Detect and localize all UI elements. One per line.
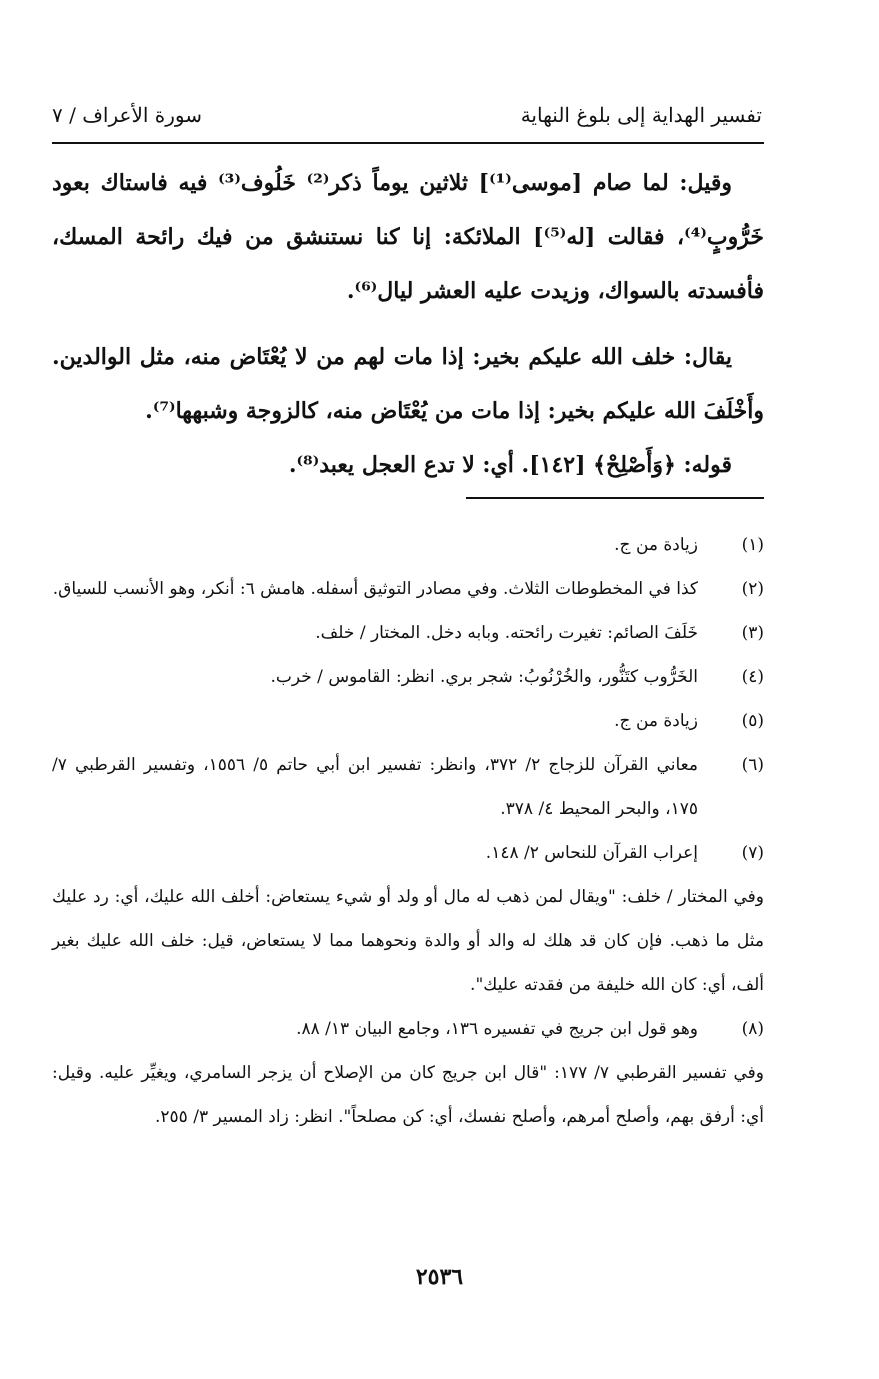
footnote-4	[52, 655, 764, 699]
footnote-5	[52, 699, 764, 743]
footnote-number: (٥)	[741, 711, 764, 731]
page-number: ٢٥٣٦	[415, 1264, 464, 1290]
paragraph-2: يقال: خلف الله عليكم بخير: إذا مات لهم من لا يُعْتَاض منه، مثل الوالدين. وأَخْلَفَ الله عليكم بخير: إذا مات من يُعْتَاض منه، كالزوجة وشبهها⁽⁷⁾.	[52, 344, 764, 424]
footnote-text: وهو قول ابن جريج في تفسيره ١٣٦، وجامع البيان ١٣/ ٨٨.	[296, 1019, 698, 1039]
footnote-number: (٤)	[741, 667, 764, 687]
running-header	[52, 96, 762, 134]
footnote-1	[52, 523, 764, 567]
paragraph-1: وقيل: لما صام [موسى⁽¹⁾] ثلاثين يوماً ذكر⁽²⁾ خَلُوف⁽³⁾ فيه فاستاك بعود خَرُّوبٍ⁽⁴⁾، فقالت [له⁽⁵⁾] الملائكة: إنا كنا نستنشق من فيك رائحة المسك، فأفسدته بالسواك، وزيدت عليه العشر ليال⁽⁶⁾.	[52, 170, 764, 304]
book-title: تفسير الهداية إلى بلوغ النهاية	[520, 103, 762, 127]
footnote-text: خَلَفَ الصائم: تغيرت رائحته. وبابه دخل. المختار / خلف.	[315, 623, 698, 643]
footnote-8	[52, 1007, 764, 1051]
footnote-number: (٦)	[741, 755, 764, 775]
header-rule	[52, 142, 764, 144]
footnote-8-continuation: وفي تفسير القرطبي ٧/ ١٧٧: "قال ابن جريج كان من الإصلاح أن يزجر السامري، ويغيِّر عليه. وقيل: أي: أرفق بهم، وأصلح أمرهم، وأصلح نفسك، أي: كن مصلحاً". انظر: زاد المسير ٣/ ٢٥٥.	[52, 1063, 764, 1127]
footnote-number: (٢)	[741, 579, 764, 599]
footnote-2	[52, 567, 764, 611]
footnote-number: (٧)	[741, 843, 764, 863]
footnote-text: كذا في المخطوطات الثلاث. وفي مصادر التوثيق أسفله. هامش ٦: أنكر، وهو الأنسب للسياق.	[52, 579, 698, 599]
footnote-number: (٨)	[741, 1019, 764, 1039]
paragraph-3: قوله: ﴿وَأَصْلِحْ﴾ [١٤٢]. أي: لا تدع العجل يعبد⁽⁸⁾.	[288, 452, 732, 478]
surah-label: سورة الأعراف / ٧	[52, 103, 203, 127]
main-text	[52, 156, 764, 492]
footnote-7	[52, 831, 764, 875]
footnote-text: إعراب القرآن للنحاس ٢/ ١٤٨.	[485, 843, 698, 863]
footnote-6	[52, 743, 764, 831]
footnote-number: (١)	[741, 535, 764, 555]
footnote-rule	[466, 497, 764, 499]
footnote-text: معاني القرآن للزجاج ٢/ ٣٧٢، وانظر: تفسير ابن أبي حاتم ٥/ ١٥٥٦، وتفسير القرطبي ٧/ ١٧٥، والبحر المحيط ٤/ ٣٧٨.	[52, 755, 698, 819]
footnote-7-continuation: وفي المختار / خلف: "ويقال لمن ذهب له مال أو ولد أو شيء يستعاض: أخلف الله عليك، أي: رد عليك مثل ما ذهب. فإن كان قد هلك له والد أو والدة ونحوهما مما لا يستعاض، قيل: خلف الله عليك بغير ألف، أي: كان الله خليفة من فقدته عليك".	[52, 887, 764, 995]
footnote-number: (٣)	[741, 623, 764, 643]
footnotes	[52, 523, 764, 1139]
footnote-3	[52, 611, 764, 655]
footnote-text: الخَرُّوب كتَنُّور، والخُرْنُوبُ: شجر بري. انظر: القاموس / خرب.	[270, 667, 698, 687]
footnote-text: زيادة من ج.	[614, 711, 698, 731]
footnote-text: زيادة من ج.	[614, 535, 698, 555]
